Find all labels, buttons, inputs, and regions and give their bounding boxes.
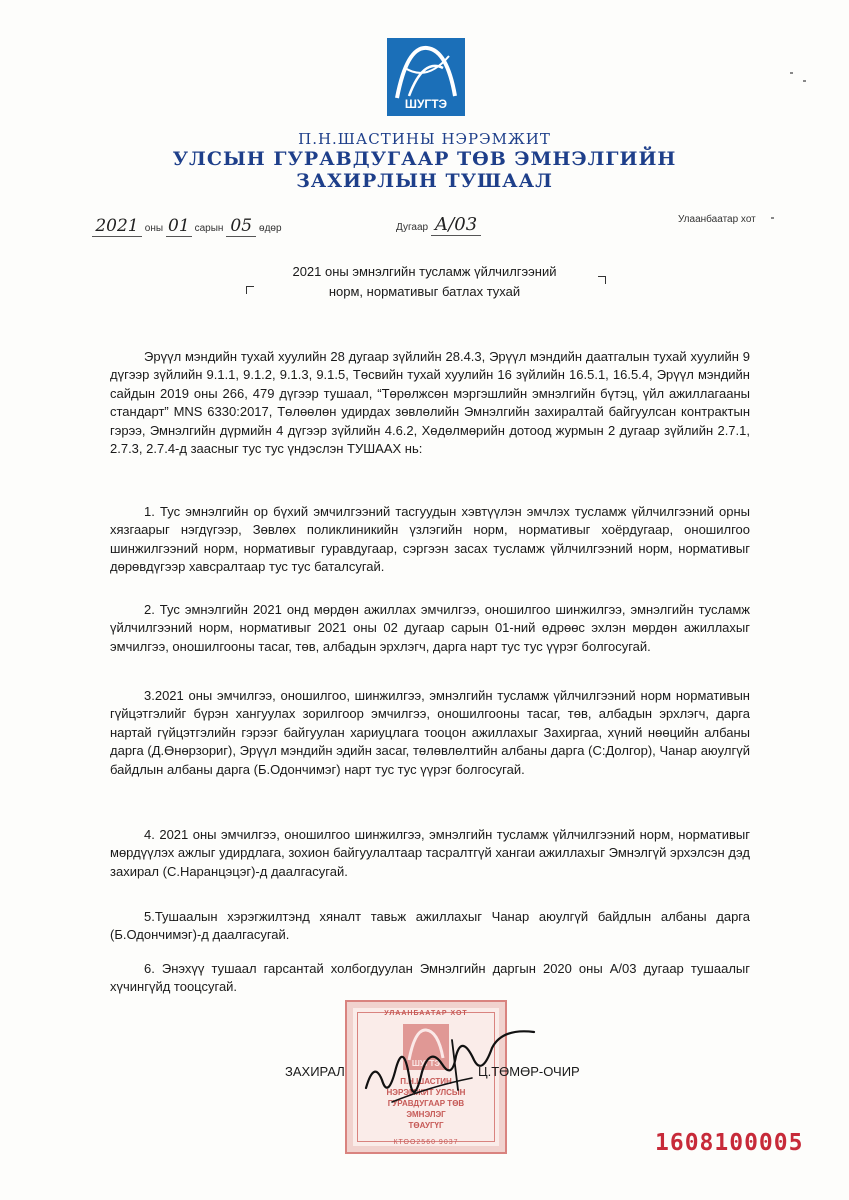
- scan-speck: [803, 80, 806, 82]
- serial-number: 1608100005: [655, 1130, 804, 1156]
- stamp-line3: ГУРАВДУГААР ТӨВ: [387, 1099, 465, 1108]
- city-label: Улаанбаатар хот: [678, 214, 756, 225]
- day-suffix: өдөр: [259, 223, 282, 234]
- order-subject: [0, 262, 849, 302]
- subject-corner-right: [598, 276, 606, 284]
- hospital-logo: [387, 38, 465, 116]
- org-name-line2: УЛСЫН ГУРАВДУГААР ТӨВ ЭМНЭЛГИЙН: [172, 148, 677, 170]
- stamp-top-text: УЛААНБААТАР ХОТ: [384, 1010, 468, 1017]
- paragraph-4: 4. 2021 оны эмчилгээ, оношилгоо шинжилгээ, эмнэлгийн тусламж үйлчилгээний норм, нормативыг мөрдүүлэх ажлыг удирдлага, зохион байгуулалтаар тасралтгүй хангаи ажиллахыг Эмнэлгүй эрхэлсэн дэд захирал (С.Наранцэцэг)-д даалгасугай.: [110, 827, 750, 879]
- order-number: А/03: [431, 214, 481, 236]
- org-name-line1: П.Н.ШАСТИНЫ НЭРЭМЖИТ: [298, 130, 551, 148]
- document-title: ЗАХИРЛЫН ТУШААЛ: [296, 170, 553, 192]
- paragraph-2: 2. Тус эмнэлгийн 2021 онд мөрдөн ажиллах эмчилгээ, оношилгоо шинжилгээ, эмнэлгийн тусламж үйлчилгээний норм, нормативыг 2021 оны 02 дугаар сарын 01-ний өдрөөс эхлэн мөрдөн ажиллахыг эмчилгээ, оношилгооны тасаг, төв, албадын эрхлэгч, дарга нарт тус тус үүрэг болгосугай.: [110, 602, 750, 654]
- subject-line1: 2021 оны эмнэлгийн тусламж үйлчилгээний: [292, 264, 557, 279]
- signatory-name: Ц.ТӨМӨР-ОЧИР: [478, 1064, 580, 1079]
- date-year: 2021: [92, 216, 142, 237]
- stamp-line1: П.Н.ШАСТИН: [400, 1077, 452, 1086]
- date-row: [92, 216, 282, 237]
- scan-speck: [771, 217, 774, 219]
- stamp-logo-text: ШУГТЭ: [411, 1059, 441, 1068]
- paragraph-6: 6. Энэхүү тушаал гарсантай холбогдуулан Эмнэлгийн даргын 2020 оны А/03 дугаар тушаалыг хүчингүйд тооцсугай.: [110, 961, 750, 995]
- order-number-row: [396, 214, 481, 236]
- paragraph-intro: Эрүүл мэндийн тухай хуулийн 28 дугаар зүйлийн 28.4.3, Эрүүл мэндийн даатгалын тухай хуулийн 9 дүгээр зүйлийн 9.1.1, 9.1.2, 9.1.3, 9.1.5, Төсвийн тухай хуулийн 16 зүйлийн 16.5.1, 16.5.4, Эрүүл мэндийн сайдын 2019 оны 266, 479 дүгээр тушаал, “Төрөлжсөн мэргэшлийн эмнэлгийн бүтэц, үйл ажиллагааны стандарт” MNS 6330:2017, Төлөөлөн удирдах зөвлөлийн Эмнэлгийн захиралтай байгуулсан контрактын гэрээ, Эмнэлгийн дүрмийн 4 дүгээр зүйлийн 4.6.2, Хөдөлмөрийн дотоод журмын 2 дугаар зүйлийн 2.7.1, 2.7.3, 2.7.4-д заасныг тус тус үндэслэн ТУШААХ нь:: [110, 349, 750, 457]
- month-suffix: сарын: [194, 223, 224, 234]
- paragraph-5: 5.Тушаалын хэрэгжилтэнд хяналт тавьж ажиллахыг Чанар аюулгүй байдлын албаны дарга (Б.Одончимэг)-д даалгасугай.: [110, 909, 750, 943]
- year-suffix: оны: [144, 223, 164, 234]
- subject-line2: норм, нормативыг батлах тухай: [328, 284, 521, 299]
- number-label: Дугаар: [396, 222, 429, 233]
- stamp-line2: НЭРЭМЖИТ УЛСЫН: [386, 1088, 466, 1097]
- subject-corner-left: [246, 286, 254, 294]
- stamp-line5: ТӨАУГҮГ: [408, 1121, 444, 1130]
- stamp-line4: ЭМНЭЛЭГ: [406, 1110, 446, 1119]
- date-day: 05: [226, 216, 256, 237]
- stamp-code: КТОО2560 9037: [393, 1139, 459, 1146]
- date-month: 01: [166, 216, 192, 237]
- scan-speck: [790, 72, 793, 74]
- paragraph-3: 3.2021 оны эмчилгээ, оношилгоо, шинжилгээ, эмнэлгийн тусламж үйлчилгээний норм нормативын гүйцэтгэлийг бүрэн хангуулах зорилгоор эмчилгээ, оношилгооны тасаг, төв, албадын эрхлэгч, дарга нартай гүйцэтгэлийн гэрээг байгуулан хариуцлага тооцон ажиллахыг Захиргаа, хүний нөөцийн албаны дарга (Д.Өнөрзориг), Эрүүл мэндийн эдийн засаг, төлөвлөлтийн албаны дарга (С:Долгор), Чанар аюулгүй байдлын албаны дарга (Б.Одончимэг) нарт тус тус үүрэг болгосугай.: [110, 688, 750, 777]
- handwritten-signature: [352, 1020, 552, 1110]
- paragraph-1: 1. Тус эмнэлгийн ор бүхий эмчилгээний тасгуудын хэвтүүлэн эмчлэх тусламж үйлчилгээний орны хязгаарыг нэгдүгээр, Зөвлөх поликлиникийн үзлэгийн норм, нормативыг хоёрдугаар, оношилгоо шинжилгээний норм, нормативыг гуравдугаар, сэргээн засах тусламж үйлчилгээний норм, нормативыг дөрөвдүгээр хавсралтаар тус тус баталсугай.: [110, 504, 750, 575]
- signatory-title: ЗАХИРАЛ: [285, 1064, 345, 1079]
- logo-text: ШУГТЭ: [404, 97, 448, 111]
